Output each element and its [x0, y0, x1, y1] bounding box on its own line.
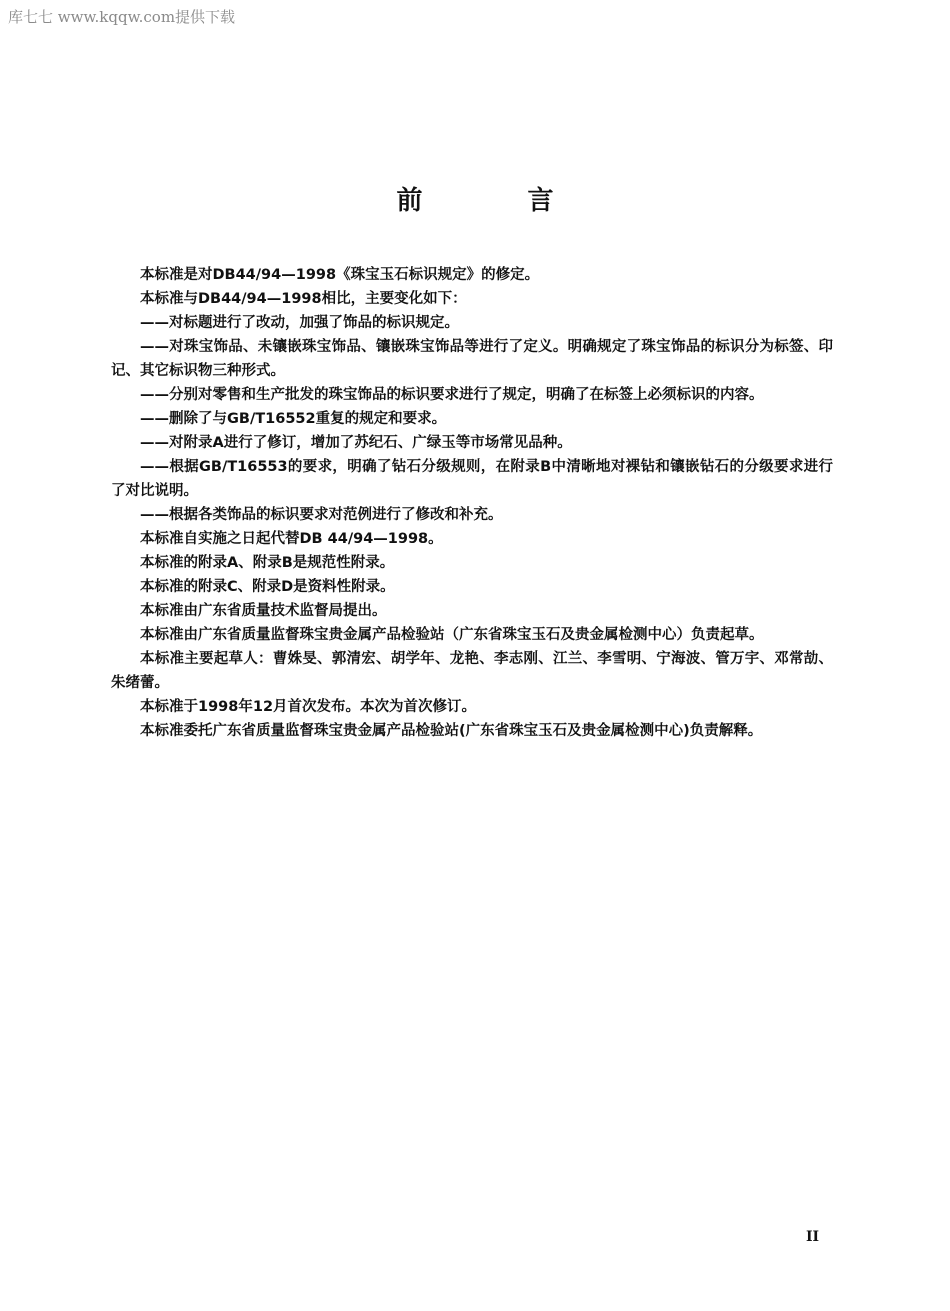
- paragraph: 本标准自实施之日起代替DB 44/94—1998。: [140, 531, 443, 547]
- paragraph: 本标准由广东省质量技术监督局提出。: [140, 603, 387, 619]
- watermark-text: 库七七 www.kqqw.com提供下载: [8, 8, 236, 26]
- paragraph: 本标准是对DB44/94—1998《珠宝玉石标识规定》的修定。: [140, 267, 540, 283]
- paragraph: ——对标题进行了改动，加强了饰品的标识规定。: [140, 315, 459, 331]
- paragraph: 本标准主要起草人：曹姝旻、郭清宏、胡学年、龙艳、李志刚、江兰、李雪明、宁海波、管万宇、邓常劼、朱绪蕾。: [111, 651, 833, 691]
- page-title: 前 言: [396, 186, 602, 216]
- paragraph: ——删除了与GB/T16552重复的规定和要求。: [140, 411, 447, 427]
- paragraph: 本标准由广东省质量监督珠宝贵金属产品检验站（广东省珠宝玉石及贵金属检测中心）负责起草。: [140, 627, 764, 643]
- page-number: II: [806, 1229, 820, 1245]
- foreword-body: [111, 263, 833, 743]
- paragraph: 本标准与DB44/94—1998相比，主要变化如下：: [140, 291, 467, 307]
- paragraph: ——对珠宝饰品、未镶嵌珠宝饰品、镶嵌珠宝饰品等进行了定义。明确规定了珠宝饰品的标识分为标签、印记、其它标识物三种形式。: [111, 339, 833, 379]
- paragraph: 本标准的附录C、附录D是资料性附录。: [140, 579, 395, 595]
- paragraph: ——根据各类饰品的标识要求对范例进行了修改和补充。: [140, 507, 503, 523]
- paragraph: ——根据GB/T16553的要求，明确了钻石分级规则，在附录B中清晰地对裸钻和镶嵌钻石的分级要求进行了对比说明。: [111, 459, 833, 499]
- paragraph: ——对附录A进行了修订，增加了苏纪石、广绿玉等市场常见品种。: [140, 435, 572, 451]
- paragraph: ——分别对零售和生产批发的珠宝饰品的标识要求进行了规定，明确了在标签上必须标识的内容。: [140, 387, 764, 403]
- paragraph: 本标准于1998年12月首次发布。本次为首次修订。: [140, 699, 477, 715]
- paragraph: 本标准的附录A、附录B是规范性附录。: [140, 555, 395, 571]
- paragraph: 本标准委托广东省质量监督珠宝贵金属产品检验站(广东省珠宝玉石及贵金属检测中心)负责解释。: [140, 723, 763, 739]
